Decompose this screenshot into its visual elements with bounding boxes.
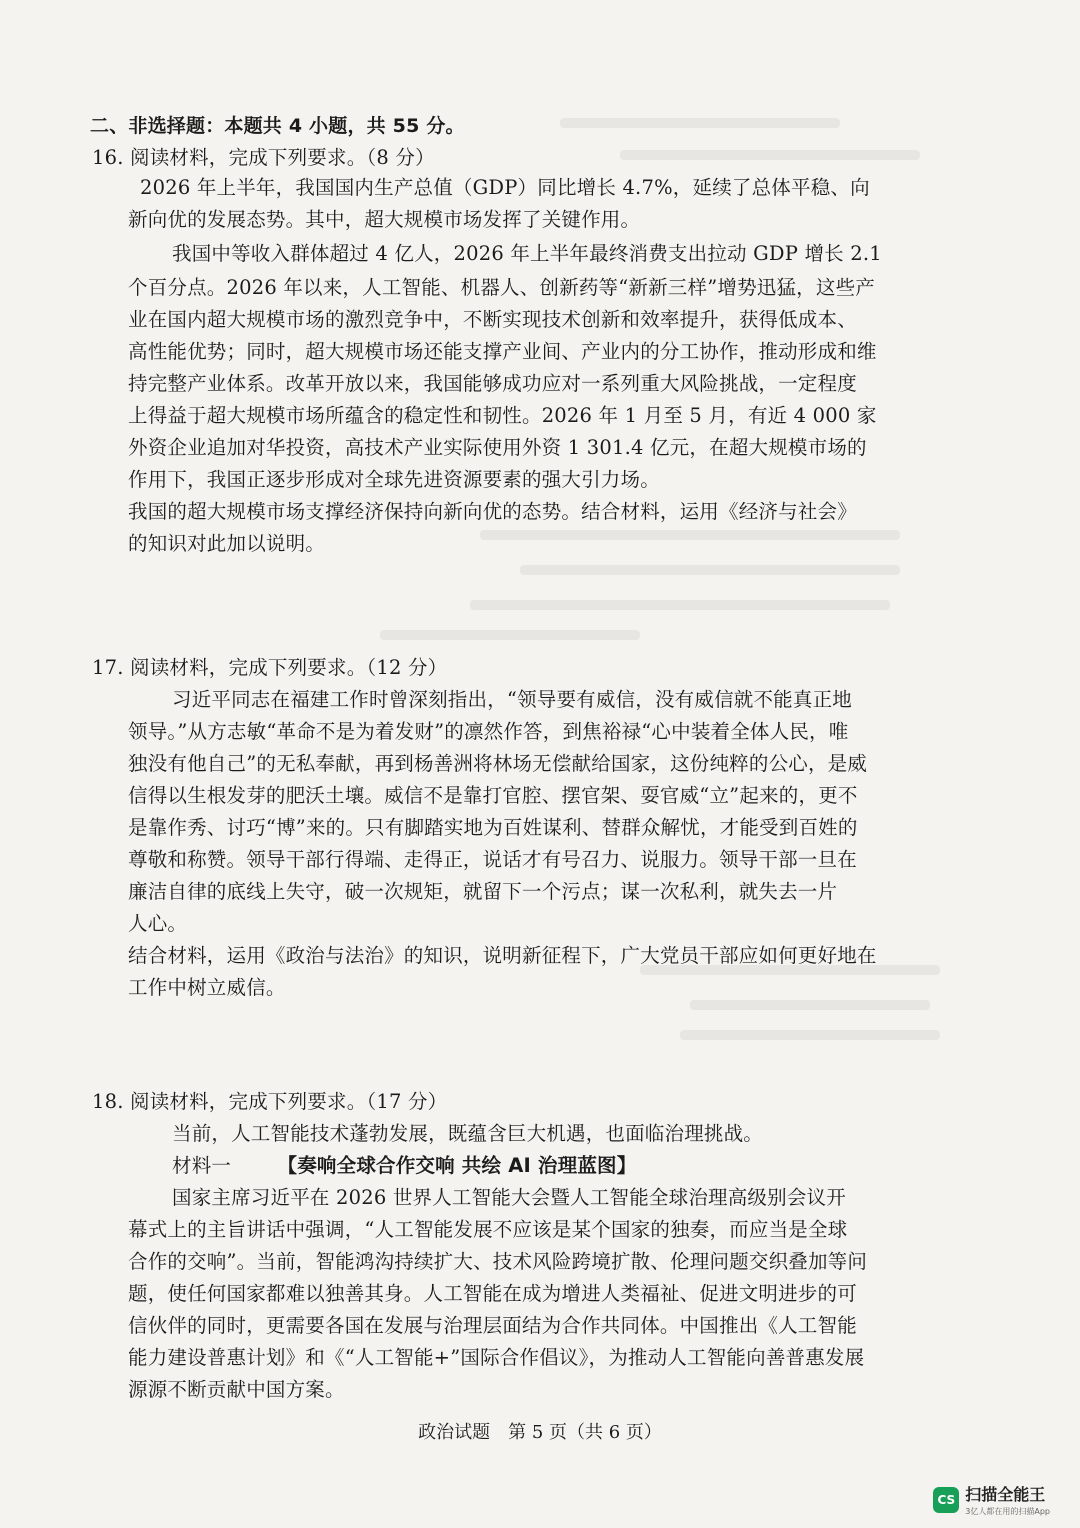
q17-line: 独没有他自己”的无私奉献，再到杨善洲将林场无偿献给国家，这份纯粹的公心，是威 [128, 752, 868, 775]
page-footer: 政治试题 第 5 页（共 6 页） [418, 1422, 662, 1443]
q16-line: 个百分点。2026 年以来，人工智能、机器人、创新药等“新新三样”增势迅猛，这些产 [128, 276, 875, 299]
q16-line: 持完整产业体系。改革开放以来，我国能够成功应对一系列重大风险挑战，一定程度 [128, 372, 857, 395]
q16-line: 高性能优势；同时，超大规模市场还能支撑产业间、产业内的分工协作，推动形成和维 [128, 340, 877, 363]
q16-requirement: 的知识对此加以说明。 [128, 532, 326, 555]
q18-line: 题，使任何国家都难以独善其身。人工智能在成为增进人类福祉、促进文明进步的可 [128, 1282, 857, 1305]
bleed-through [470, 600, 890, 610]
q18-title: 18. 阅读材料，完成下列要求。（17 分） [92, 1090, 448, 1113]
q18-line: 能力建设普惠计划》和《“人工智能+”国际合作倡议》，为推动人工智能向善普惠发展 [128, 1346, 865, 1369]
q17-requirement: 工作中树立威信。 [128, 976, 286, 999]
q17-line: 人心。 [128, 912, 188, 935]
material-label: 材料一 [172, 1154, 232, 1177]
q16-line: 上得益于超大规模市场所蕴含的稳定性和韧性。2026 年 1 月至 5 月，有近 4 000 家 [128, 404, 877, 427]
q17-line: 习近平同志在福建工作时曾深刻指出，“领导要有威信，没有威信就不能真正地 [172, 688, 852, 711]
material-heading: 【奏响全球合作交响 共绘 AI 治理蓝图】 [277, 1154, 637, 1177]
q18-material-label [172, 1154, 636, 1178]
bleed-through [680, 1030, 940, 1040]
q18-line: 国家主席习近平在 2026 世界人工智能大会暨人工智能全球治理高级别会议开 [172, 1186, 846, 1209]
q18-line: 信伙伴的同时，更需要各国在发展与治理层面结为合作共同体。中国推出《人工智能 [128, 1314, 857, 1337]
q17-title: 17. 阅读材料，完成下列要求。（12 分） [92, 656, 448, 679]
bleed-through [620, 150, 920, 160]
bleed-through [480, 530, 900, 540]
q17-line: 是靠作秀、讨巧“博”来的。只有脚踏实地为百姓谋利、替群众解忧，才能受到百姓的 [128, 816, 858, 839]
watermark-name: 扫描全能王 [965, 1485, 1046, 1504]
watermark-subtitle: 3亿人都在用的扫描App [965, 1507, 1050, 1516]
q16-line: 外资企业追加对华投资，高技术产业实际使用外资 1 301.4 亿元，在超大规模市场的 [128, 436, 867, 459]
q16-line: 2026 年上半年，我国国内生产总值（GDP）同比增长 4.7%，延续了总体平稳、向 [140, 176, 870, 199]
watermark-text [965, 1482, 1050, 1517]
q17-requirement: 结合材料，运用《政治与法治》的知识，说明新征程下，广大党员干部应如何更好地在 [128, 944, 877, 967]
q18-line: 合作的交响”。当前，智能鸿沟持续扩大、技术风险跨境扩散、伦理问题交织叠加等问 [128, 1250, 868, 1273]
scanner-watermark [933, 1482, 1050, 1517]
q16-line: 新向优的发展态势。其中，超大规模市场发挥了关键作用。 [128, 208, 641, 231]
q16-line: 我国中等收入群体超过 4 亿人，2026 年上半年最终消费支出拉动 GDP 增长 2.1 [172, 242, 882, 265]
q16-line: 业在国内超大规模市场的激烈竞争中，不断实现技术创新和效率提升，获得低成本、 [128, 308, 857, 331]
bleed-through [560, 118, 840, 128]
camscanner-logo-icon: CS [933, 1487, 959, 1513]
q16-title: 16. 阅读材料，完成下列要求。（8 分） [92, 146, 435, 169]
q16-requirement: 我国的超大规模市场支撑经济保持向新向优的态势。结合材料，运用《经济与社会》 [128, 500, 857, 523]
bleed-through [380, 630, 640, 640]
q18-line: 幕式上的主旨讲话中强调，“人工智能发展不应该是某个国家的独奏，而应当是全球 [128, 1218, 848, 1241]
q17-line: 尊敬和称赞。领导干部行得端、走得正，说话才有号召力、说服力。领导干部一旦在 [128, 848, 857, 871]
q17-line: 廉洁自律的底线上失守，破一次规矩，就留下一个污点；谋一次私利，就失去一片 [128, 880, 838, 903]
q17-line: 领导。”从方志敏“革命不是为着发财”的凛然作答，到焦裕禄“心中装着全体人民，唯 [128, 720, 849, 743]
q16-line: 作用下，我国正逐步形成对全球先进资源要素的强大引力场。 [128, 468, 660, 491]
q18-line: 源源不断贡献中国方案。 [128, 1378, 345, 1401]
q17-line: 信得以生根发芽的肥沃土壤。威信不是靠打官腔、摆官架、耍官威“立”起来的，更不 [128, 784, 858, 807]
bleed-through [690, 1000, 930, 1010]
q18-intro: 当前，人工智能技术蓬勃发展，既蕴含巨大机遇，也面临治理挑战。 [172, 1122, 764, 1145]
bleed-through [520, 565, 900, 575]
section-header: 二、非选择题：本题共 4 小题，共 55 分。 [90, 115, 465, 137]
